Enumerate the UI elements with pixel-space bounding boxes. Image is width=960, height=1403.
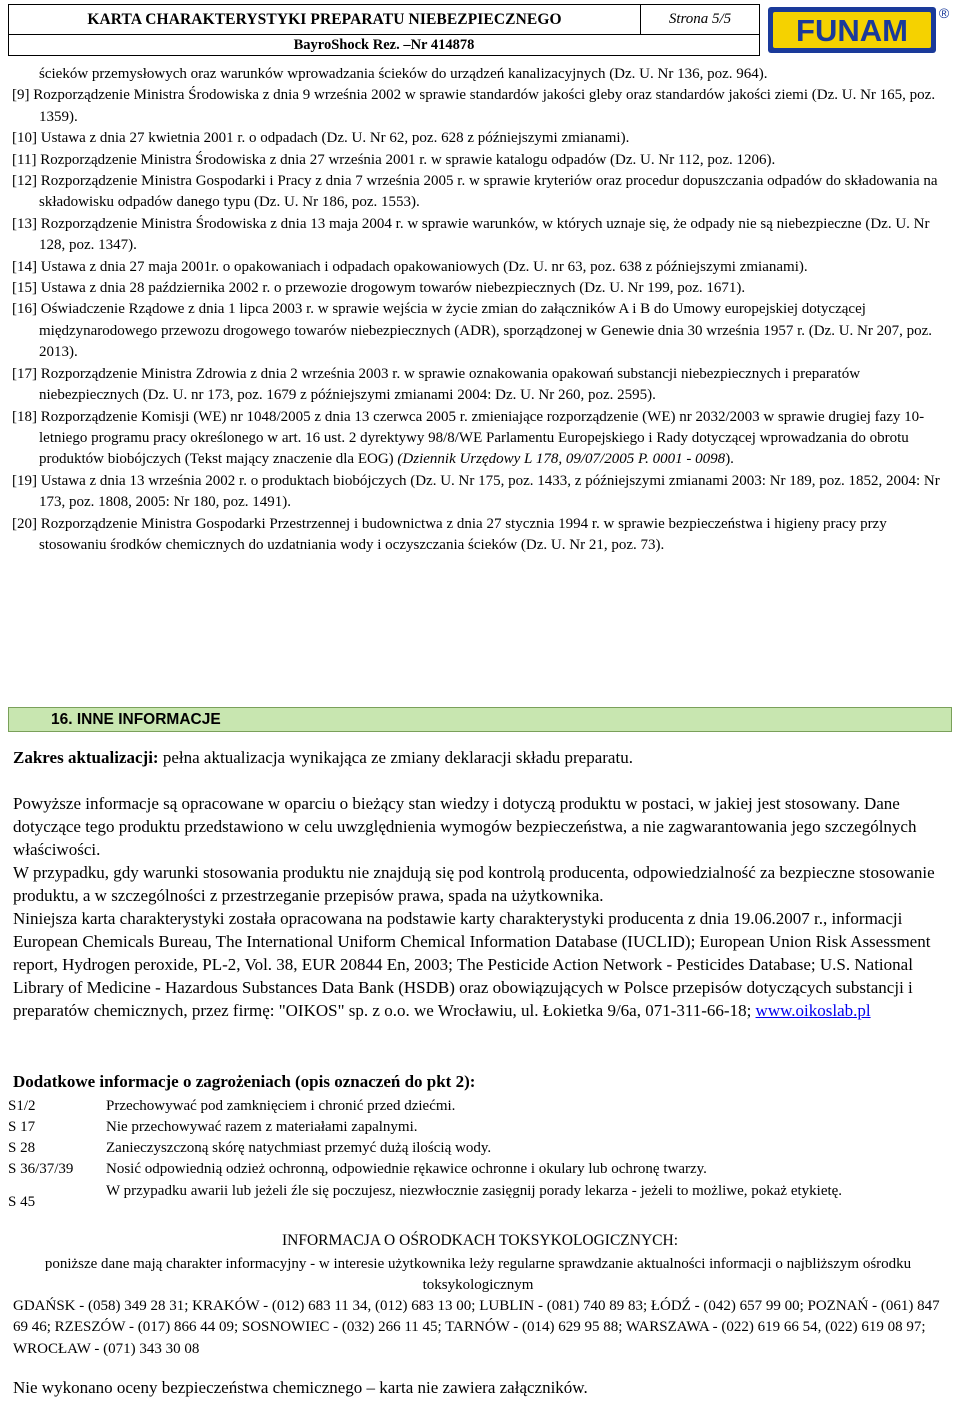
document-title: KARTA CHARAKTERYSTYKI PREPARATU NIEBEZPIECZNEGO xyxy=(9,5,641,35)
logo-text: FUNAM xyxy=(796,13,908,48)
reference-item: ścieków przemysłowych oraz warunków wprowadzania ścieków do urządzeń kanalizacyjnych (Dz. U. Nr 136, poz. 964). xyxy=(39,66,768,82)
s-phrase-row xyxy=(8,1117,938,1137)
oikoslab-link[interactable]: www.oikoslab.pl xyxy=(755,1001,871,1020)
s-phrase-text: Przechowywać pod zamknięciem i chronić przed dziećmi. xyxy=(106,1098,456,1114)
footer-note: Nie wykonano oceny bezpieczeństwa chemicznego – karta nie zawiera załączników. xyxy=(13,1378,588,1397)
section-16-heading: 16. INNE INFORMACJE xyxy=(8,707,952,732)
reference-item: [16] Oświadczenie Rządowe z dnia 1 lipca 2003 r. w sprawie wejścia w życie zmian do załączników A i B do Umowy europejskiej dotyczącej międzynarodowego przewozu drogowego towarów niebezpiecznych (ADR), sporządzonej w Genewie dnia 30 września 1957 r. (Dz. U. Nr 207, poz. 2013). xyxy=(12,301,933,361)
reference-item: [10] Ustawa z dnia 27 kwietnia 2001 r. o odpadach (Dz. U. Nr 62, poz. 628 z późniejszymi zmianami). xyxy=(12,130,630,147)
s-phrase-row xyxy=(8,1181,938,1223)
legal-references-list xyxy=(12,64,942,556)
s-phrase-text: Zanieczyszczoną skórę natychmiast przemyć dużą ilością wody. xyxy=(106,1140,492,1156)
s-phrase-row xyxy=(8,1138,938,1158)
reference-item: [20] Rozporządzenie Ministra Gospodarki Przestrzennej i budownictwa z dnia 27 stycznia 1994 r. w sprawie bezpieczeństwa i higieny pracy przy stosowaniu środków chemicznych do uzdatniania wody i oczyszczania ścieków (Dz. U. Nr 21, poz. 73). xyxy=(12,515,887,553)
product-name: BayroShock Rez. –Nr 414878 xyxy=(293,37,475,53)
s-phrase-text: Nosić odpowiednią odzież ochronną, odpowiednie rękawice ochronne i okulary lub ochronę twarzy. xyxy=(106,1161,707,1177)
reference-item: [11] Rozporządzenie Ministra Środowiska z dnia 27 września 2001 r. w sprawie katalogu odpadów (Dz. U. Nr 112, poz. 1206). xyxy=(12,151,776,168)
reference-item: [15] Ustawa z dnia 28 października 2002 r. o przewozie drogowym towarów niebezpiecznych (Dz. U. Nr 199, poz. 1671). xyxy=(12,280,746,297)
toxicology-contacts: GDAŃSK - (058) 349 28 31; KRAKÓW - (012) 683 11 34, (012) 683 13 00; LUBLIN - (081) 740 89 83; ŁÓDŹ - (042) 657 99 00; POZNAŃ - (061) 847 69 46; RZESZÓW - (017) 866 44 09; SOSNOWIEC - (032) 266 11 45; TARNÓW - (014) 629 95 88; WARSZAWA - (022) 619 66 54, (022) 619 08 97; WROCŁAW - (071) 343 30 08 xyxy=(13,1298,940,1357)
document-header xyxy=(8,4,760,56)
s-phrase-code: S 17 xyxy=(8,1119,36,1135)
s-phrases-title: Dodatkowe informacje o zagrożeniach (opis oznaczeń do pkt 2): xyxy=(13,1072,476,1091)
s-phrase-text: W przypadku awarii lub jeżeli źle się poczujesz, niezwłocznie zasięgnij porady lekarza - jeżeli to możliwe, pokaż etykietę. xyxy=(106,1183,843,1199)
paragraph: Powyższe informacje są opracowane w oparciu o bieżący stan wiedzy i dotyczą produktu w postaci, w jakiej jest stosowany. Dane dotyczące tego produktu przedstawiono w celu uwzględnienia wymogów bezpieczeństwa, a nie zagwarantowania jego szczególnych właściwości. xyxy=(13,794,917,859)
s-phrase-code: S1/2 xyxy=(8,1098,36,1114)
reference-item: [13] Rozporządzenie Ministra Środowiska z dnia 13 maja 2004 r. w sprawie warunków, w których uznaje się, że odpady nie są niebezpieczne (Dz. U. Nr 128, poz. 1347). xyxy=(12,215,930,254)
toxicology-heading: INFORMACJA O OŚRODKACH TOKSYKOLOGICZNYCH: xyxy=(281,1232,678,1249)
s-phrase-row xyxy=(8,1159,938,1179)
reference-item: [14] Ustawa z dnia 27 maja 2001r. o opakowaniach i odpadach opakowaniowych (Dz. U. nr 63, poz. 638 z późniejszymi zmianami). xyxy=(12,258,808,275)
reference-item: [18] Rozporządzenie Komisji (WE) nr 1048/2005 z dnia 13 czerwca 2005 r. zmieniające rozporządzenie (WE) nr 2032/2003 w sprawie drugiej fazy 10-letniego programu pracy określonego w art. 16 ust. 2 dyrektywy 98/8/WE Parlamentu Europejskiego i Rady dotyczącej wprowadzania do obrotu produktów biobójczych (Tekst mający znaczenie dla EOG) (Dziennik Urzędowy L 178, 09/07/2005 P. 0001 - 0098). xyxy=(12,408,925,468)
reference-item: [19] Ustawa z dnia 13 września 2002 r. o produktach biobójczych (Dz. U. Nr 175, poz. 1433, z późniejszymi zmianami 2003: Nr 189, poz. 1852, 2004: Nr 173, poz. 1808, 2005: Nr 180, poz. 1491). xyxy=(12,472,940,511)
reference-item: [12] Rozporządzenie Ministra Gospodarki i Pracy z dnia 7 września 2005 r. w sprawie kryteriów oraz procedur dopuszczania odpadów do składowania na składowisku odpadów danego typu (Dz. U. Nr 186, poz. 1553). xyxy=(12,173,938,211)
page-number: Strona 5/5 xyxy=(641,5,759,35)
update-scope-label: Zakres aktualizacji: xyxy=(13,748,159,767)
s-phrase-code: S 45 xyxy=(8,1194,36,1210)
s-phrase-row xyxy=(8,1096,938,1116)
update-scope xyxy=(13,746,943,769)
paragraph: Niniejsza karta charakterystyki została opracowana na podstawie karty charakterystyki producenta z dnia 19.06.2007 r., informacji European Chemicals Bureau, The International Uniform Chemical Information Database (IUCLID); European Union Risk Assessment report, Hydrogen peroxide, PL-2, Vol. 38, EUR 20844 En, 2003; The Pesticide Action Network - Pesticides Database; U.S. National Library of Medicine - Hazardous Substances Data Bank (HSDB) oraz obowiązujących w Polsce przepisów dotyczących substancji i preparatów chemicznych, przez firmę: "OIKOS" sp. z o.o. we Wrocławiu, ul. Łokietka 9/6a, 071-311-66-18; www.oikoslab.pl xyxy=(13,909,931,1020)
s-phrase-code: S 36/37/39 xyxy=(8,1161,74,1177)
s-phrase-text: Nie przechowywać razem z materiałami zapalnymi. xyxy=(106,1119,418,1135)
update-scope-text: pełna aktualizacja wynikająca ze zmiany deklaracji składu preparatu. xyxy=(158,748,633,767)
reference-item: [17] Rozporządzenie Ministra Zdrowia z dnia 2 września 2003 r. w sprawie oznakowania opakowań substancji niebezpiecznych i preparatów niebezpiecznych (Dz. U. nr 173, poz. 1679 z późniejszymi zmianami 2004: Dz. U. Nr 260, poz. 2595). xyxy=(12,365,861,404)
paragraph: W przypadku, gdy warunki stosowania produktu nie znajdują się pod kontrolą producenta, odpowiedzialność za bezpieczne stosowanie produktu, a w szczególności z przestrzeganie przepisów prawa, spada na użytkownika. xyxy=(13,863,935,905)
other-information-text xyxy=(13,792,943,1022)
funam-logo xyxy=(766,4,952,56)
reference-item: [9] Rozporządzenie Ministra Środowiska z dnia 9 września 2002 w sprawie standardów jakości gleby oraz standardów jakości ziemi (Dz. U. Nr 165, poz. 1359). xyxy=(12,87,936,125)
s-phrase-code: S 28 xyxy=(8,1140,36,1156)
toxicology-intro: poniższe dane mają charakter informacyjny - w interesie użytkownika leży regularne sprawdzanie aktualności informacji o najbliższym ośrodku toksykologicznym xyxy=(44,1256,912,1293)
registered-mark-icon: ® xyxy=(938,5,950,21)
